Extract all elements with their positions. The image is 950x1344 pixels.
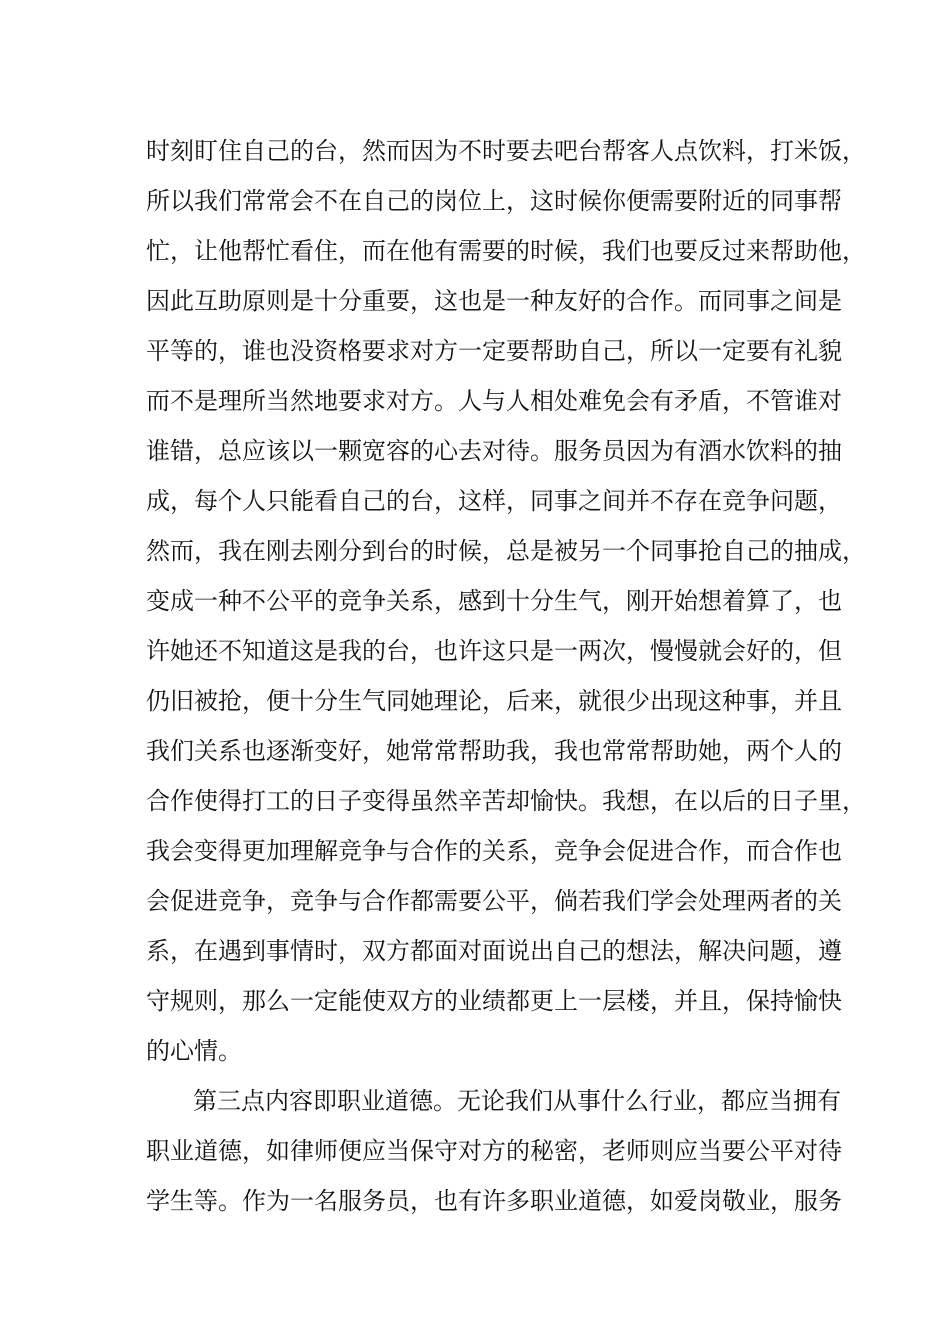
text-line: 而不是理所当然地要求对方。人与人相处难免会有矛盾，不管谁对 [146,387,842,415]
text-line: 第三点内容即职业道德。无论我们从事什么行业，都应当拥有 [193,1087,841,1115]
text-line: 变成一种不公平的竞争关系，感到十分生气，刚开始想着算了，也 [146,587,842,615]
text-line: 平等的，谁也没资格要求对方一定要帮助自己，所以一定要有礼貌 [146,337,842,365]
text-line: 我会变得更加理解竞争与合作的关系，竞争会促进合作，而合作也 [146,837,842,865]
text-line: 学生等。作为一名服务员，也有许多职业道德，如爱岗敬业，服务 [146,1187,842,1215]
text-line: 所以我们常常会不在自己的岗位上，这时候你便需要附近的同事帮 [146,187,842,215]
text-line: 我们关系也逐渐变好，她常常帮助我，我也常常帮助她，两个人的 [146,737,842,765]
text-line: 成，每个人只能看自己的台，这样，同事之间并不存在竞争问题， [146,487,842,515]
text-line: 合作使得打工的日子变得虽然辛苦却愉快。我想，在以后的日子里， [146,787,866,815]
text-line: 系，在遇到事情时，双方都面对面说出自己的想法，解决问题，遵 [146,937,842,965]
text-line: 因此互助原则是十分重要，这也是一种友好的合作。而同事之间是 [146,287,842,315]
text-line: 谁错，总应该以一颗宽容的心去对待。服务员因为有酒水饮料的抽 [146,437,842,465]
text-line: 许她还不知道这是我的台，也许这只是一两次，慢慢就会好的，但 [146,637,842,665]
text-line: 守规则，那么一定能使双方的业绩都更上一层楼，并且，保持愉快 [146,987,842,1015]
text-line: 忙，让他帮忙看住，而在他有需要的时候，我们也要反过来帮助他， [146,237,866,265]
text-line: 时刻盯住自己的台，然而因为不时要去吧台帮客人点饮料，打米饭， [146,137,866,165]
text-line: 会促进竞争，竞争与合作都需要公平，倘若我们学会处理两者的关 [146,887,842,915]
text-line: 然而，我在刚去刚分到台的时候，总是被另一个同事抢自己的抽成， [146,537,866,565]
text-line: 仍旧被抢，便十分生气同她理论，后来，就很少出现这种事，并且 [146,687,842,715]
text-line: 的心情。 [146,1037,242,1065]
text-line: 职业道德，如律师便应当保守对方的秘密，老师则应当要公平对待 [146,1137,842,1165]
